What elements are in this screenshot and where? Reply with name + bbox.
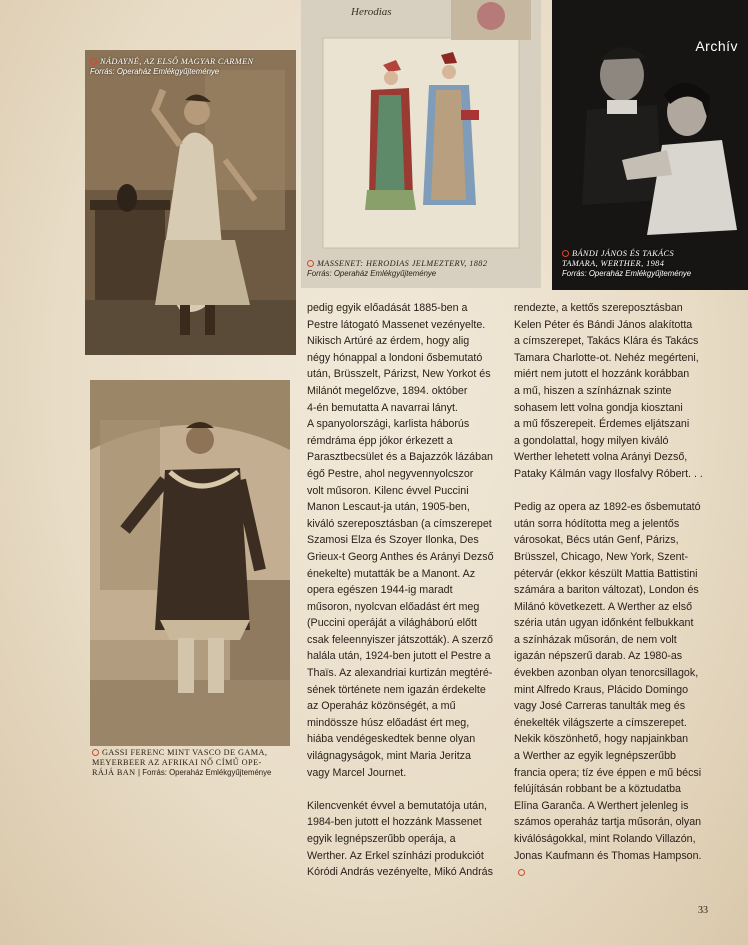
caption-werther-title-1: BÁNDI JÁNOS ÉS TAKÁCS	[572, 249, 675, 258]
text-line: sének története nem igazán érdekelte	[307, 683, 486, 696]
text-line: kiváló szereposztásban (a címszerepet	[307, 517, 492, 530]
text-line: rendezte, a kettős szereposztásban	[514, 302, 683, 314]
text-line: felújításán robbant be a köztudatba	[514, 783, 681, 796]
text-line: években azonban olyan tenorcsillagok,	[514, 667, 699, 680]
manuscript-note: Herodias	[351, 6, 392, 18]
section-label: Archív	[695, 38, 738, 54]
text-line: Werther lehetett volna Arányi Dezső,	[514, 451, 688, 464]
text-line: miért nem jutott el hozzánk korábban	[514, 368, 690, 381]
caption-herodias-title: MASSENET: HERODIAS JELMEZTERV, 1882	[317, 259, 488, 268]
text-line: a gondolattal, hogy milyen kiváló	[514, 434, 669, 447]
text-line: csak feleennyiszer játszották). A szerző	[307, 633, 493, 646]
text-line: pétervár (ekkor készült Mattia Battistini	[514, 567, 698, 580]
text-line: világnagyságok, mint Maria Jeritza	[307, 750, 471, 763]
text-line: négy hónappal a londoni ősbemutató	[307, 351, 483, 364]
caption-vasco-title-1: GASSI FERENC MINT VASCO DE GAMA,	[102, 748, 268, 757]
text-line: Grieux-t Georg Anthes és Arányi Dezső	[307, 550, 494, 563]
photo-herodias	[301, 0, 541, 288]
text-line: énekelték világszerte a címszerepet.	[514, 716, 687, 729]
text-column-2	[514, 300, 714, 881]
caption-vasco-source: | Forrás: Operaház Emlékgyűjteménye	[138, 768, 272, 777]
text-line: volt műsoron. Kilenc évvel Puccini	[307, 484, 469, 497]
text-line: hiába vendégeskedtek benne olyan	[307, 733, 476, 746]
text-line: számos operaház tartja műsorán, olyan	[514, 816, 702, 829]
text-line: Pedig az opera az 1892-es ősbemutató	[514, 501, 701, 514]
caption-vasco	[92, 748, 296, 778]
text-line: Szamosi Elza és Szoyer Ilonka, Des	[307, 534, 479, 547]
text-line: kiválóságokkal, mint Rolando Villazón,	[514, 833, 696, 845]
text-line: mint Alfredo Kraus, Plácido Domingo	[514, 683, 689, 696]
page-number: 33	[698, 905, 708, 916]
text-line: pedig egyik előadását 1885-ben a	[307, 302, 468, 314]
text-line: műsoron, nyolcvan előadást ért meg	[307, 600, 480, 613]
text-line: az Operaház közönségét, a mű	[307, 700, 456, 713]
text-line: Pestre látogató Massenet vezényelte.	[307, 318, 486, 331]
text-line: halála után, 1924-ben jutott el Pestre a	[307, 650, 491, 663]
text-line: sohasem lett volna gondja kiosztani	[514, 401, 683, 414]
text-line: (Puccini operáját a világháború előtt	[307, 617, 477, 630]
text-line: rémdráma épp jókor érkezett a	[307, 434, 453, 447]
photo-vasco	[90, 380, 290, 746]
text-line: vagy Marcel Journet.	[307, 766, 407, 779]
text-line: Nikisch Artúré az érdem, hogy alig	[307, 335, 470, 348]
text-line: 4-én bemutatta A navarrai lányt.	[307, 401, 458, 414]
caption-herodias-source: Forrás: Operaház Emlékgyűjteménye	[307, 269, 437, 278]
text-line: énekelte) mutatták be a Manont. Az	[307, 567, 476, 580]
text-line: után sorra hódította meg a jelentős	[514, 517, 680, 530]
bullet-icon	[92, 749, 99, 756]
text-line: széria után ugyan időnként felbukkant	[514, 617, 694, 630]
text-line: Elīna Garanča. A Werthert jelenleg is	[514, 799, 689, 812]
bullet-icon	[90, 58, 97, 65]
caption-werther-source: Forrás: Operaház Emlékgyűjteménye	[562, 269, 692, 278]
text-line: a Werther az egyik legnépszerűbb	[514, 750, 676, 763]
text-line: igazán népszerű darab. Az 1980-as	[514, 650, 683, 663]
text-line: Werther. Az Erkel színházi produkciót	[307, 849, 484, 862]
text-line: Kóródi András vezényelte, Mikó András	[307, 866, 493, 879]
text-line	[514, 483, 714, 500]
text-line: Jonas Kaufmann és Thomas Hampson.	[514, 848, 714, 881]
caption-werther	[562, 249, 746, 279]
text-line: a címszerepet, Takács Klára és Takács	[514, 335, 699, 348]
text-line: a mű főszerepeit. Érdemes eljátszani	[514, 418, 690, 431]
text-line: Milánó következett. A Werther az első	[514, 600, 693, 613]
caption-werther-title-2: TAMARA, WERTHER, 1984	[562, 259, 665, 268]
text-line: vagy José Carreras tanulták meg és	[514, 700, 686, 713]
text-column-1	[307, 300, 507, 881]
text-line: Milánót megelőzve, 1894. október	[307, 384, 468, 397]
text-line: után, Brüsszelt, Párizst, New Yorkot és	[307, 368, 491, 381]
photo-carmen	[85, 50, 296, 355]
caption-carmen-source: Forrás: Operaház Emlékgyűjteménye	[90, 67, 220, 76]
text-line: égő Pestre, ahol negyvennyolcszor	[307, 467, 474, 480]
caption-carmen-title: NÁDAYNÉ, AZ ELSŐ MAGYAR CARMEN	[100, 57, 254, 66]
text-line: egyik legnépszerűbb operája, a	[307, 833, 456, 845]
text-line: Pataky Kálmán vagy Ilosfalvy Róbert. . .	[514, 467, 703, 480]
text-line: opera egészen 1944-ig maradt	[307, 584, 453, 597]
text-line: Tamara Charlotte-ot. Nehéz megérteni,	[514, 351, 699, 364]
bullet-icon	[562, 250, 569, 257]
caption-herodias	[307, 259, 539, 279]
text-line: Kelen Péter és Bándi János alakította	[514, 318, 693, 331]
text-line: francia opera; tíz éve éppen e mű bécsi	[514, 766, 702, 779]
text-line: Nekik köszönhető, hogy napjainkban	[514, 733, 689, 746]
caption-vasco-title-3: RÁJÁ BAN	[92, 768, 136, 777]
text-line: Thaïs. Az alexandriai kurtizán megtéré-	[307, 667, 493, 680]
text-line: mindössze húsz előadást ért meg,	[307, 716, 470, 729]
caption-vasco-title-2: MEYERBEER AZ AFRIKAI NŐ CÍMŰ OPE-	[92, 758, 262, 767]
bullet-icon	[307, 260, 314, 267]
caption-carmen	[90, 57, 295, 77]
text-line: Parasztbecsület és a Bajazzók lázában	[307, 451, 493, 464]
text-line: városokat, Bécs után Genf, Párizs,	[514, 534, 679, 547]
text-line: Manon Lescaut-ja után, 1905-ben,	[307, 501, 470, 514]
text-line: A spanyolországi, karlista háborús	[307, 418, 470, 431]
text-line: Kilencvenkét évvel a bemutatója után,	[307, 799, 488, 812]
text-line	[307, 781, 507, 798]
text-line: Brüsszel, Chicago, New York, Szent-	[514, 550, 689, 563]
text-line: a színházak műsorán, de nem volt	[514, 633, 677, 646]
text-line: 1984-ben jutott el hozzánk Massenet	[307, 816, 482, 829]
text-line: számára a bariton változat), London és	[514, 584, 699, 597]
end-mark-icon	[518, 869, 525, 876]
text-line: a mű, hiszen a színháznak szinte	[514, 384, 672, 397]
